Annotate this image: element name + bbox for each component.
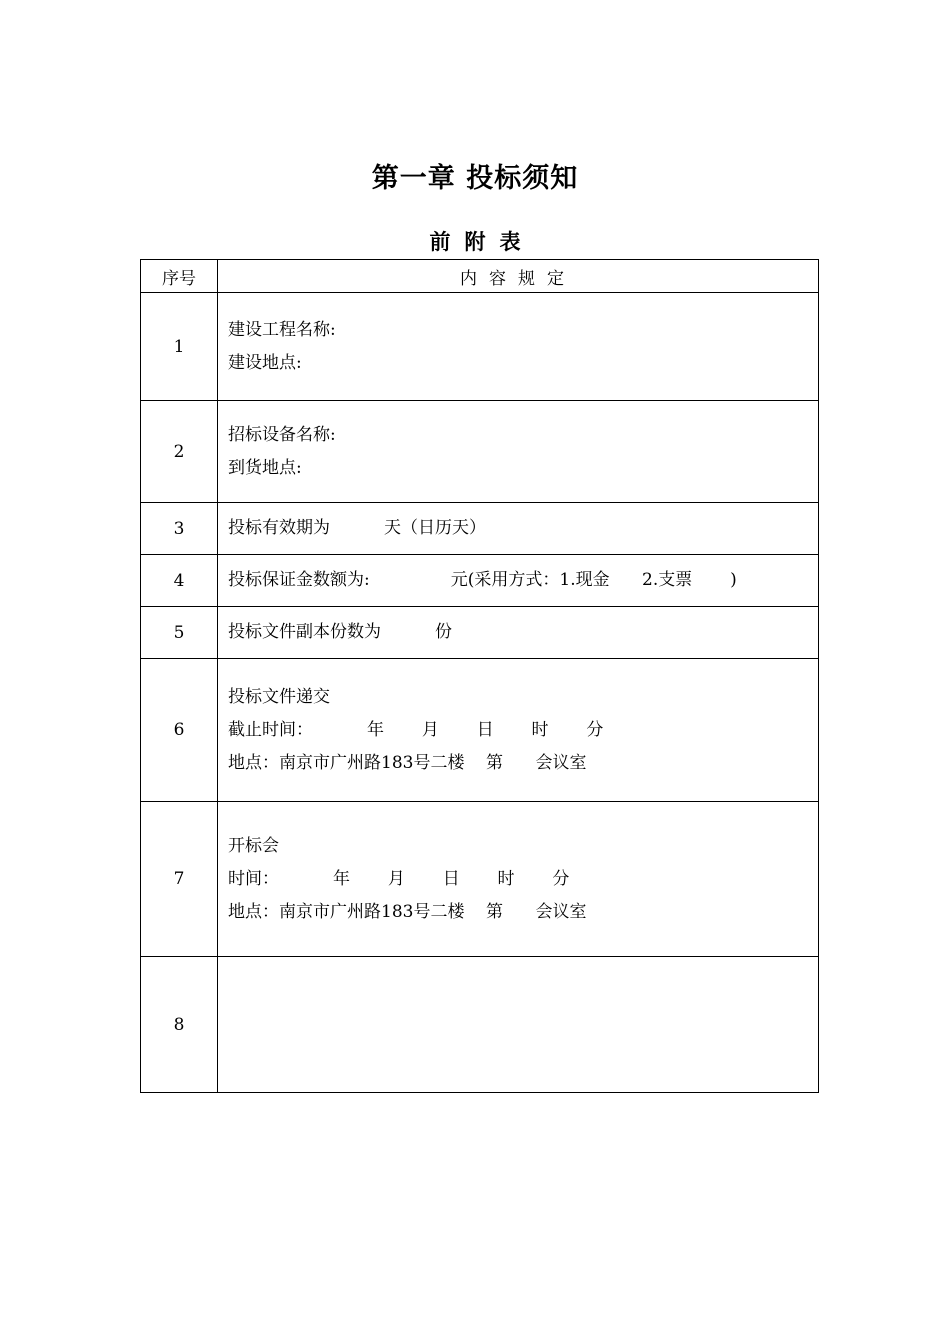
row-content — [218, 659, 819, 802]
header-content: 内容规定 — [218, 260, 819, 293]
row-line: 投标保证金数额为: 元(采用方式：1.现金 2.支票 ) — [228, 570, 737, 590]
row-content — [218, 503, 819, 555]
row-seq: 4 — [141, 555, 218, 607]
row-line: 投标有效期为 天（日历天） — [228, 518, 487, 538]
row-content — [218, 607, 819, 659]
table-title: 前附表 — [429, 230, 535, 254]
table-row — [141, 555, 819, 607]
row-seq: 8 — [141, 957, 218, 1093]
table-row — [141, 401, 819, 503]
row-line: 时间： 年 月 日 时 分 — [228, 868, 570, 889]
table-row — [141, 607, 819, 659]
row-line: 招标设备名称: — [228, 424, 336, 445]
table-row — [141, 503, 819, 555]
row-seq: 3 — [141, 503, 218, 555]
header-seq: 序号 — [141, 260, 218, 293]
row-line: 地点：南京市广州路183号二楼 第 会议室 — [228, 901, 587, 922]
chapter-title: 第一章 投标须知 — [371, 163, 579, 194]
schedule-table — [140, 259, 819, 1093]
row-line: 投标文件递交 — [228, 686, 330, 707]
row-seq: 6 — [141, 659, 218, 802]
row-content — [218, 802, 819, 957]
row-line: 投标文件副本份数为 份 — [228, 622, 453, 642]
row-seq: 2 — [141, 401, 218, 503]
row-content — [218, 957, 819, 1093]
row-line: 到货地点: — [228, 457, 302, 478]
table-row — [141, 957, 819, 1093]
row-content — [218, 555, 819, 607]
row-seq: 1 — [141, 293, 218, 401]
row-line: 截止时间： 年 月 日 时 分 — [228, 719, 604, 740]
row-line: 开标会 — [228, 835, 279, 856]
table-row — [141, 293, 819, 401]
row-content — [218, 401, 819, 503]
row-line: 建设地点: — [228, 352, 302, 373]
row-line: 地点：南京市广州路183号二楼 第 会议室 — [228, 752, 587, 773]
table-row — [141, 659, 819, 802]
table-header-row — [141, 260, 819, 293]
row-seq: 7 — [141, 802, 218, 957]
row-line: 建设工程名称: — [228, 319, 336, 340]
row-seq: 5 — [141, 607, 218, 659]
row-content — [218, 293, 819, 401]
table-row — [141, 802, 819, 957]
